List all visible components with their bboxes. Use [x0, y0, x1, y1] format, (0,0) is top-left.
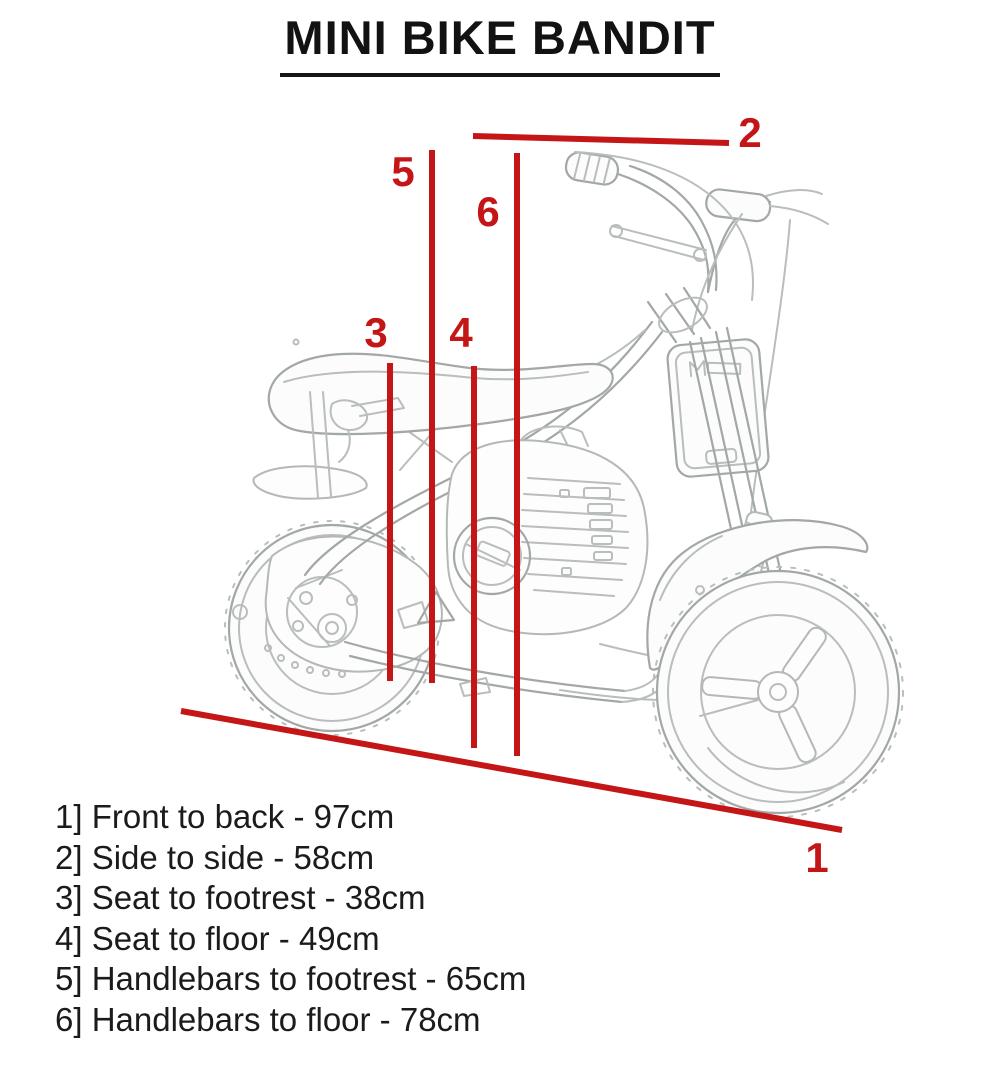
dim-label-2: 2	[738, 109, 762, 156]
legend-item-2: 2] Side to side - 58cm	[55, 838, 375, 876]
dim-label-6: 6	[476, 188, 500, 235]
legend-item-6: 6] Handlebars to floor - 78cm	[55, 1000, 481, 1038]
rear-wheel	[225, 521, 442, 735]
legend-item-1: 1] Front to back - 97cm	[55, 798, 395, 835]
front-fork-upper	[648, 288, 713, 342]
bike-line-art	[225, 151, 903, 817]
measurement-legend	[55, 797, 526, 1040]
number-plate	[666, 338, 769, 478]
legend-item-3: 3] Seat to footrest - 38cm	[55, 879, 426, 916]
page-title: MINI BIKE BANDIT	[280, 10, 719, 77]
dim-label-1: 1	[805, 834, 829, 881]
legend-item-5: 5] Handlebars to footrest - 65cm	[55, 960, 527, 997]
dim-label-5: 5	[391, 148, 415, 195]
dim-label-3: 3	[364, 309, 388, 356]
dim-line-side-to-side	[473, 136, 729, 143]
legend-item-4: 4] Seat to floor - 49cm	[55, 919, 380, 957]
engine	[418, 427, 647, 635]
dim-label-4: 4	[449, 309, 473, 356]
seat	[269, 354, 613, 434]
